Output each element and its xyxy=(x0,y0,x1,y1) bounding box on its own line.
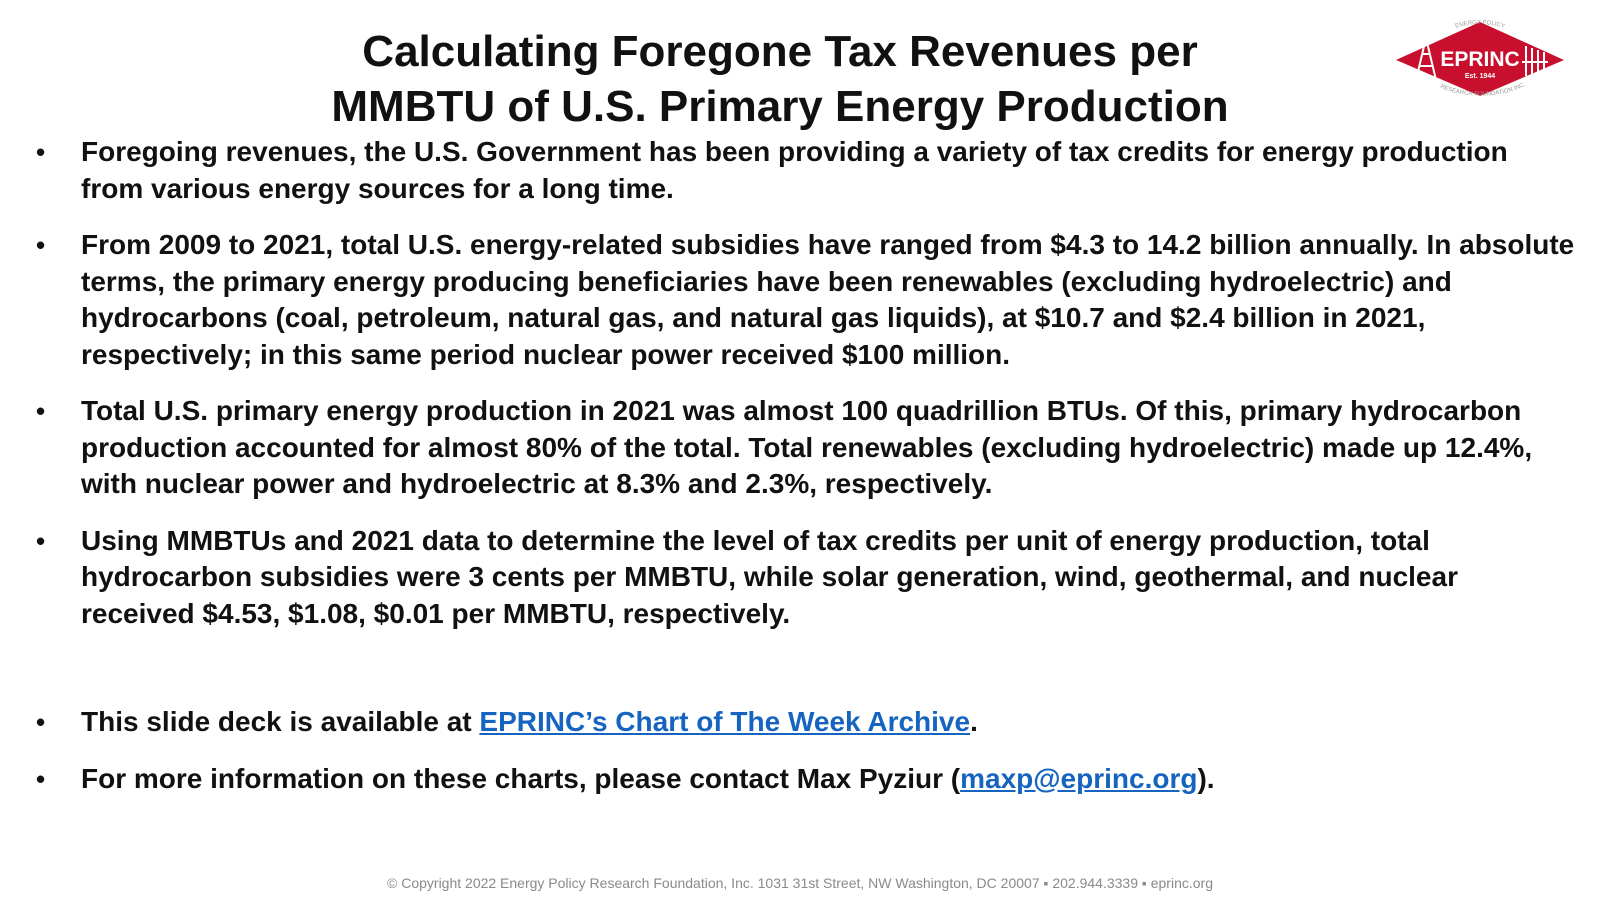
contact-prefix: For more information on these charts, please contact Max Pyziur ( xyxy=(81,762,961,794)
logo-name: EPRINC xyxy=(1440,48,1520,71)
archive-prefix: This slide deck is available at xyxy=(81,706,480,737)
bullet-glyph: • xyxy=(36,525,46,556)
bullet-item xyxy=(36,393,1576,503)
bullet-item xyxy=(36,134,1576,207)
bullet-glyph: • xyxy=(36,396,46,426)
bullet-glyph: • xyxy=(36,763,46,794)
bullet-text: From 2009 to 2021, total U.S. energy-related subsidies have ranged from $4.3 to 14.2 billion annually. In absolute terms, the primary energy producing beneficiaries have been renewables (excluding hydroelectric) and hydrocarbons (coal, petroleum, natural gas, and natural gas liquids), at $10.7 and $2.4 billion in 2021, respectively; in this same period nuclear power received $100 million. xyxy=(81,229,1575,370)
title-line-2: MMBTU of U.S. Primary Energy Production xyxy=(331,82,1229,131)
bullet-item xyxy=(36,523,1576,633)
archive-link[interactable]: EPRINC’s Chart of The Week Archive xyxy=(479,706,971,737)
bullet-item-archive xyxy=(36,704,1576,741)
logo-arc-top: ENERGY POLICY xyxy=(1454,19,1506,30)
bullet-text: Using MMBTUs and 2021 data to determine the level of tax credits per unit of energy production, total hydrocarbon subsidies were 3 cents per MMBTU, while solar generation, wind, geothermal, and nuclear received $4.53, $1.08, $0.01 per MMBTU, respectively. xyxy=(81,524,1458,629)
logo-est: Est. 1944 xyxy=(1464,73,1496,80)
page-title xyxy=(200,24,1360,134)
title-line-1: Calculating Foregone Tax Revenues per xyxy=(362,27,1198,76)
bullet-item-contact xyxy=(36,761,1576,798)
bullet-glyph: • xyxy=(36,230,46,260)
logo-arc-bottom: RESEARCH FOUNDATION INC. xyxy=(1439,81,1527,98)
contact-email-link[interactable]: maxp@eprinc.org xyxy=(960,762,1198,794)
copyright-footer: © Copyright 2022 Energy Policy Research Foundation, Inc. 1031 31st Street, NW Washington, DC 20007 ▪ 202.944.3339 ▪ eprinc.org xyxy=(387,875,1213,891)
bullet-glyph: • xyxy=(36,137,46,167)
bullet-text: Foregoing revenues, the U.S. Government has been providing a variety of tax credits for energy production from various energy sources for a long time. xyxy=(81,136,1508,204)
bullet-glyph: • xyxy=(36,707,46,737)
archive-suffix: . xyxy=(970,706,978,737)
eprinc-logo xyxy=(1392,16,1568,100)
bullet-item xyxy=(36,227,1576,373)
bullet-text: Total U.S. primary energy production in 2021 was almost 100 quadrillion BTUs. Of this, primary hydrocarbon production accounted for almost 80% of the total. Total renewables (excluding hydroelectric) made up 12.4%, with nuclear power and hydroelectric at 8.3% and 2.3%, respectively. xyxy=(81,395,1533,499)
bullet-list xyxy=(36,134,1576,817)
contact-suffix: ). xyxy=(1197,762,1215,794)
